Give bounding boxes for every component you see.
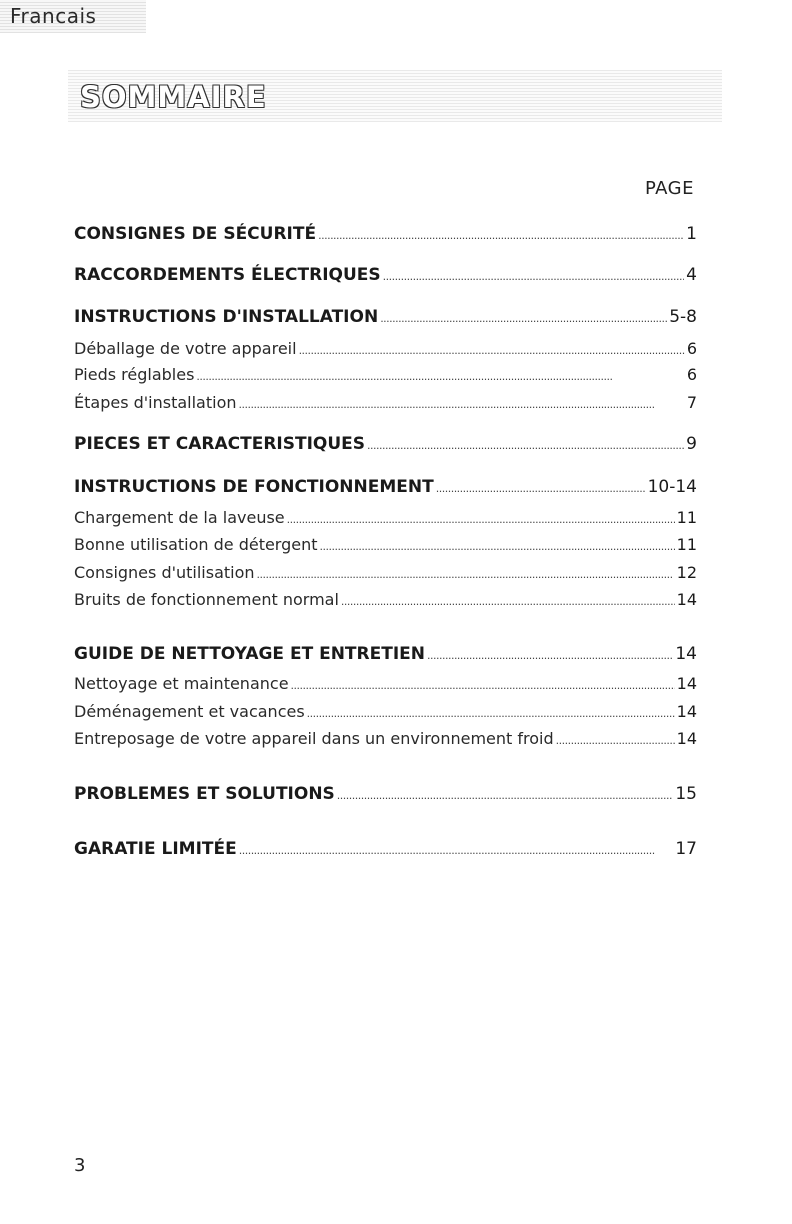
toc-entry-page: 7 [686,393,697,412]
toc-entry-page: 4 [686,265,697,285]
toc-entry-page: 14 [676,590,697,609]
dot-leader [341,590,675,609]
toc-entry[interactable] [74,224,697,244]
dot-leader [380,307,667,326]
toc-entry-label: Bonne utilisation de détergent [74,535,318,554]
toc-entry[interactable] [74,393,697,412]
toc-entry-page: 11 [676,508,697,527]
dot-leader [337,784,674,803]
toc-entry-label: Étapes d'installation [74,393,237,412]
toc-entry-page: 11 [676,535,697,554]
toc-entry-label: Bruits de fonctionnement normal [74,590,339,609]
toc-entry[interactable] [74,839,697,859]
dot-leader [291,674,675,693]
dot-leader [318,224,684,243]
dot-leader [196,365,684,384]
title-banner [68,70,722,122]
toc-entry[interactable] [74,590,697,609]
toc-entry-page: 14 [676,702,697,721]
toc-entry-label: Chargement de la laveuse [74,508,285,527]
toc-entry[interactable] [74,674,697,693]
toc-entry-label: Consignes d'utilisation [74,563,255,582]
toc-entry-page: 17 [675,839,697,859]
dot-leader [239,839,674,858]
toc-entry-page: 14 [676,674,697,693]
dot-leader [299,339,685,358]
dot-leader [287,508,675,527]
toc-entry-page: 9 [686,434,697,454]
toc-entry-page: 6 [686,339,697,358]
dot-leader [307,702,675,721]
toc-entry-label: Déballage de votre appareil [74,339,297,358]
dot-leader [427,644,673,663]
toc-entry-page: 5-8 [669,307,697,327]
toc-entry[interactable] [74,434,697,454]
toc-entry-page: 15 [675,784,697,804]
dot-leader [556,729,675,748]
page-number: 3 [74,1155,86,1176]
toc-entry[interactable] [74,307,697,327]
toc-entry[interactable] [74,508,697,527]
toc-entry-label: INSTRUCTIONS D'INSTALLATION [74,307,379,327]
page-column-label: PAGE [644,178,694,199]
toc-entry-label: INSTRUCTIONS DE FONCTIONNEMENT [74,477,434,497]
toc-entry-page: 1 [686,224,697,244]
toc-entry-label: Pieds réglables [74,365,195,384]
dot-leader [367,434,684,453]
toc-entry[interactable] [74,729,697,748]
toc-entry-label: Nettoyage et maintenance [74,674,289,693]
toc-entry-label: GUIDE DE NETTOYAGE ET ENTRETIEN [74,644,425,664]
toc-entry-page: 10-14 [647,477,697,497]
toc-entry-label: PIECES ET CARACTERISTIQUES [74,434,366,454]
toc-entry[interactable] [74,702,697,721]
toc-entry-label: RACCORDEMENTS ÉLECTRIQUES [74,265,381,285]
dot-leader [257,563,675,582]
toc-entry[interactable] [74,477,697,497]
toc-entry[interactable] [74,265,697,285]
language-tab: Francais [0,0,146,33]
toc-entry[interactable] [74,644,697,664]
toc-entry-label: Entreposage de votre appareil dans un environnement froid [74,729,554,748]
toc-entry[interactable] [74,784,697,804]
toc-entry-page: 6 [686,365,697,384]
toc-entry[interactable] [74,339,697,358]
toc-entry-label: GARATIE LIMITÉE [74,839,237,859]
toc-entry[interactable] [74,535,697,554]
dot-leader [320,535,675,554]
toc-entry[interactable] [74,365,697,384]
page-title: SOMMAIRE [80,80,267,114]
toc-entry-page: 12 [676,563,697,582]
toc-entry-page: 14 [676,729,697,748]
toc-entry-label: PROBLEMES ET SOLUTIONS [74,784,335,804]
dot-leader [436,477,646,496]
toc-entry-label: CONSIGNES DE SÉCURITÉ [74,224,317,244]
dot-leader [383,265,685,284]
toc-entry-page: 14 [675,644,697,664]
dot-leader [239,393,685,412]
toc-entry[interactable] [74,563,697,582]
toc-entry-label: Déménagement et vacances [74,702,305,721]
